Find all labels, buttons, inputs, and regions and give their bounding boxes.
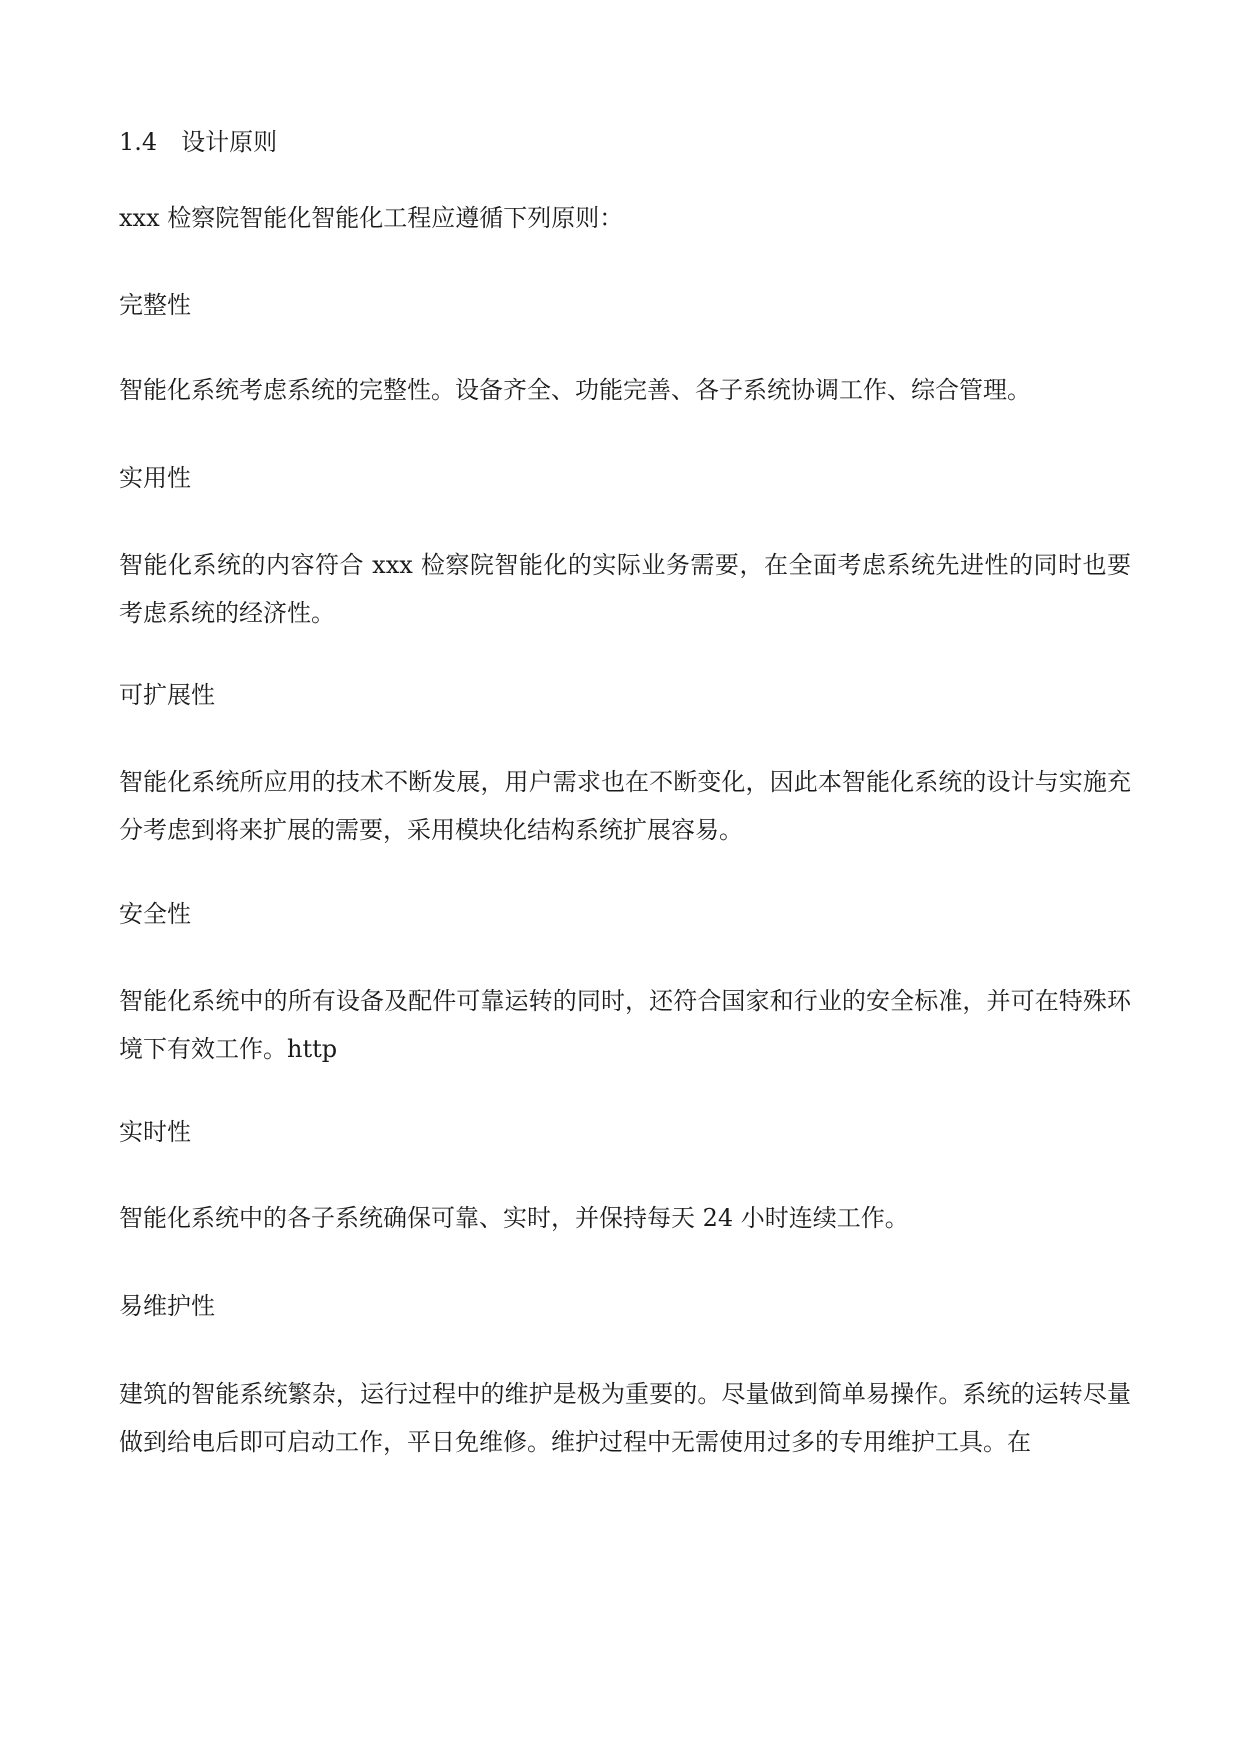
principle-text-completeness: 智能化系统考虑系统的完整性。设备齐全、功能完善、各子系统协调工作、综合管理。 <box>119 376 1031 404</box>
principle-text-maintainability: 建筑的智能系统繁杂，运行过程中的维护是极为重要的。尽量做到简单易操作。系统的运转尽量做到给电后即可启动工作，平日免维修。维护过程中无需使用过多的专用维护工具。在 <box>119 1380 1131 1456</box>
principle-text-practicality: 智能化系统的内容符合 xxx 检察院智能化的实际业务需要，在全面考虑系统先进性的同时也要考虑系统的经济性。 <box>119 551 1131 627</box>
principle-text-realtime: 智能化系统中的各子系统确保可靠、实时，并保持每天 24 小时连续工作。 <box>119 1204 909 1232</box>
principle-text-security: 智能化系统中的所有设备及配件可靠运转的同时，还符合国家和行业的安全标准，并可在特殊环境下有效工作。http <box>119 987 1131 1063</box>
principle-title-security: 安全性 <box>119 900 191 928</box>
principle-title-practicality: 实用性 <box>119 464 191 492</box>
section-heading: 1.4 设计原则 <box>119 128 278 156</box>
principle-title-completeness: 完整性 <box>119 291 191 319</box>
principle-title-realtime: 实时性 <box>119 1118 191 1146</box>
principle-title-extensibility: 可扩展性 <box>119 681 215 709</box>
principle-text-extensibility: 智能化系统所应用的技术不断发展，用户需求也在不断变化，因此本智能化系统的设计与实施充分考虑到将来扩展的需要，采用模块化结构系统扩展容易。 <box>119 768 1131 844</box>
intro-paragraph: xxx 检察院智能化智能化工程应遵循下列原则： <box>119 204 624 232</box>
principle-title-maintainability: 易维护性 <box>119 1292 215 1320</box>
